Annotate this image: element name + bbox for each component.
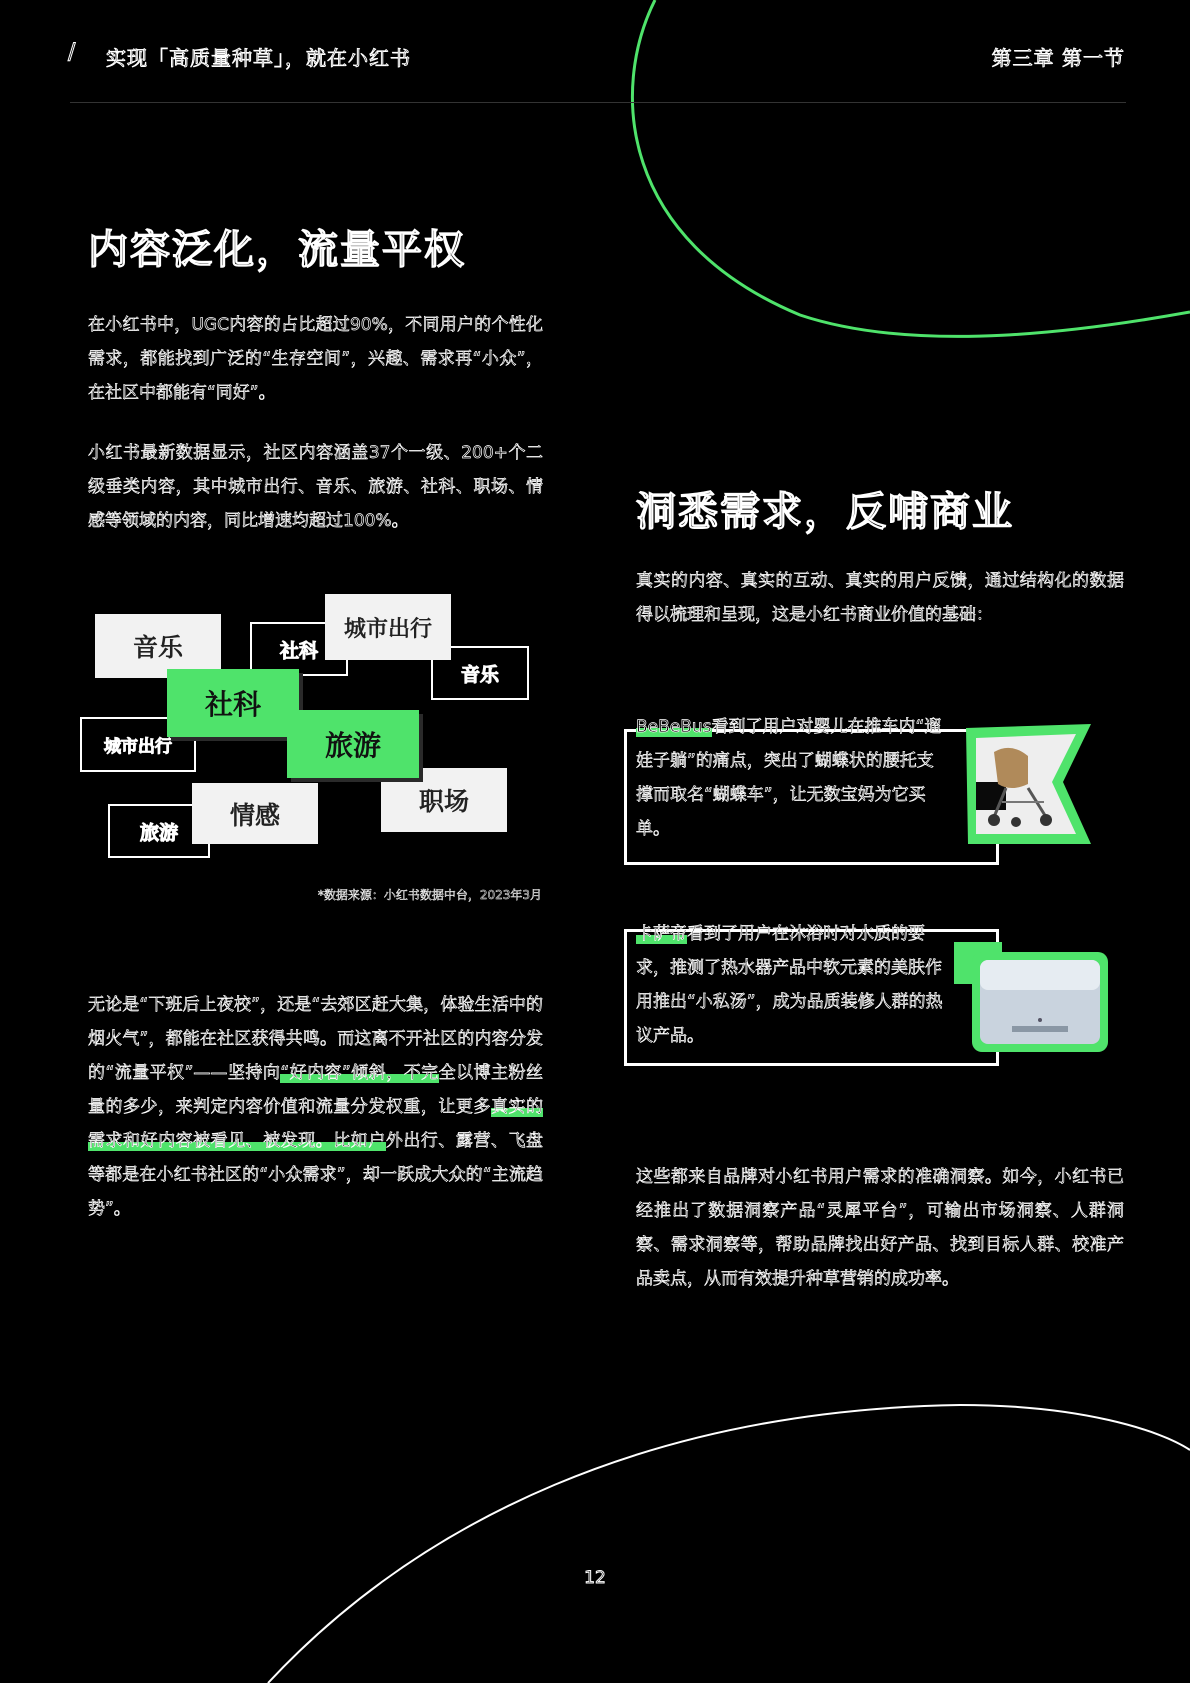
left-paragraph-1: 在小红书中，UGC内容的占比超过90%，不同用户的个性化需求，都能找到广泛的“生存空间”，兴趣、需求再“小众”，在社区中都能有“同好”。	[88, 315, 543, 403]
stroller-image	[966, 722, 1096, 847]
tag-music-outline: 音乐	[431, 646, 529, 700]
tag-music: 音乐	[95, 614, 221, 678]
tag-city-outline: 城市出行	[80, 717, 196, 772]
data-source-note: *数据来源：小红书数据中台，2023年3月	[317, 888, 542, 902]
left-paragraph-3	[88, 988, 543, 1226]
para3-text-2: 全以博主粉丝量的多少，来判定内容价值和流量分发权重，让更多	[88, 1063, 544, 1117]
case-text-bebebus	[636, 710, 944, 846]
para3-highlight-1: “好内容”倾斜，不完	[280, 1063, 439, 1083]
para3-highlight-2: 真实的需求和好内容被看见、被发现。比如户	[88, 1097, 544, 1151]
left-paragraph-2: 小红书最新数据显示，社区内容涵盖37个一级、200+个二级垂类内容，其中城市出行、音乐、旅游、社科、职场、情感等领域的内容，同比增速均超过100%。	[88, 443, 543, 531]
right-paragraph-2: 这些都来自品牌对小红书用户需求的准确洞察。如今，小红书已经推出了数据洞察产品“灵犀平台”，可输出市场洞察、人群洞察、需求洞察等，帮助品牌找出好产品、找到目标人群、校准产品卖点，从而有效提升种草营销的成功率。	[636, 1167, 1124, 1289]
para3-text-1: 无论是“下班后上夜校”，还是“去郊区赶大集，体验生活中的烟火气”，都能在社区获得共鸣。而这离不开社区的内容分发的“流量平权”——坚持向	[88, 995, 543, 1083]
header-slash: /	[68, 40, 76, 65]
page-number: 12	[584, 1568, 606, 1588]
header-divider	[70, 102, 1126, 103]
case-text-casarte	[636, 917, 944, 1053]
chapter-label: 第三章 第一节	[991, 46, 1125, 70]
tag-social-highlight: 社科	[167, 669, 299, 737]
water-heater-image	[952, 940, 1112, 1052]
case-body-casarte: 看到了用户在沐浴时对水质的要求，推测了热水器产品中软元素的美肤作用推出“小私汤”，成为品质装修人群的热议产品。	[636, 924, 943, 1046]
left-section-title: 内容泛化，流量平权	[88, 227, 466, 273]
right-section-title: 洞悉需求，反哺商业	[636, 489, 1014, 535]
tag-travel-highlight: 旅游	[287, 710, 419, 778]
header-title: 实现「高质量种草」，就在小红书	[106, 46, 411, 70]
brand-bebebus: BeBeBus	[636, 717, 712, 737]
tag-emotion: 情感	[192, 783, 318, 844]
tag-travel-outline: 旅游	[108, 804, 210, 858]
case-body-bebebus: 看到了用户对婴儿在推车内“遛娃子躺”的痛点，突出了蝴蝶状的腰托支撑而取名“蝴蝶车”，让无数宝妈为它买单。	[636, 717, 942, 839]
para3-text-3: 外出行、露营、飞盘等都是在小红书社区的“小众需求”，却一跃成大众的“主流趋势”。	[88, 1131, 544, 1219]
right-paragraph-1: 真实的内容、真实的互动、真实的用户反馈，通过结构化的数据得以梳理和呈现，这是小红书商业价值的基础：	[636, 571, 1124, 625]
white-arc	[268, 1405, 1190, 1683]
brand-casarte: 卡萨帝	[636, 924, 687, 944]
tag-social-outline: 社科	[250, 622, 348, 676]
tag-career: 职场	[381, 768, 507, 832]
tag-city: 城市出行	[325, 594, 451, 660]
